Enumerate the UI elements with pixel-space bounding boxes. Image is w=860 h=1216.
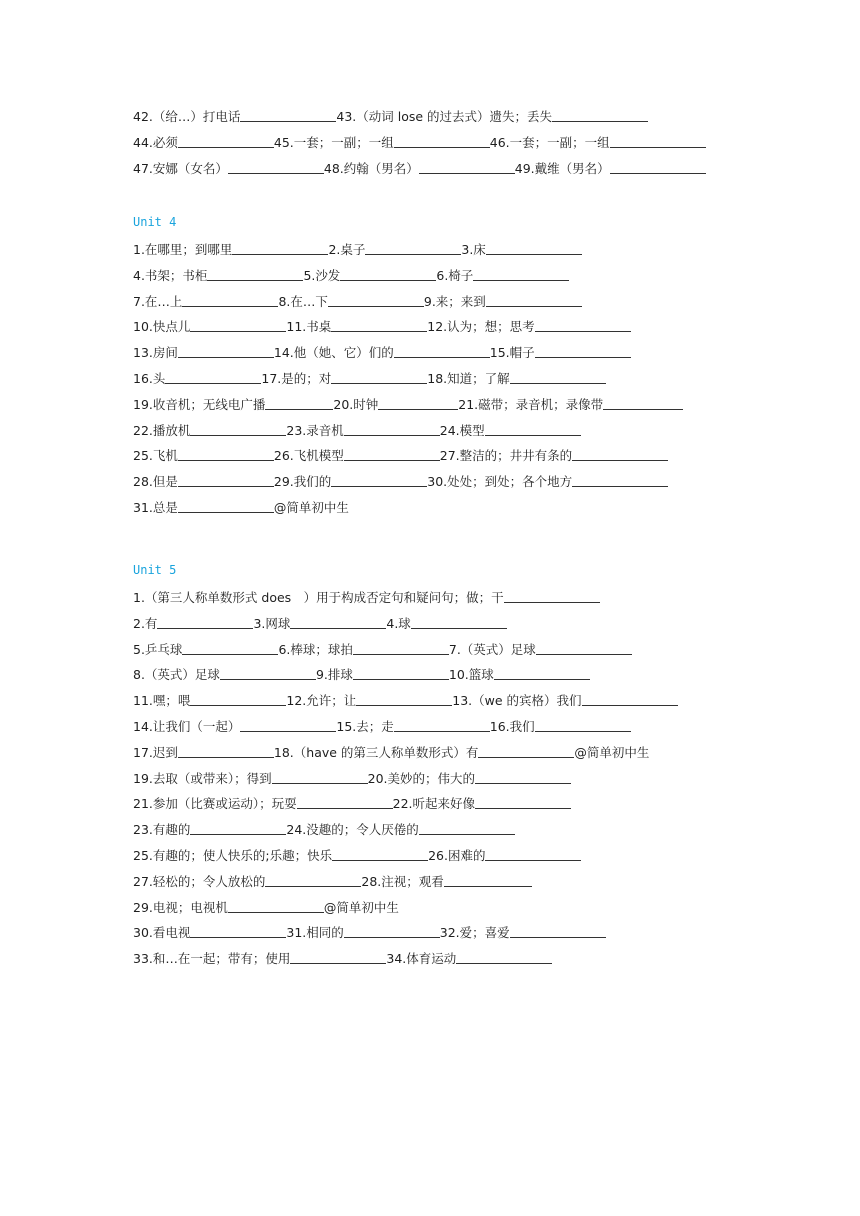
vocab-item: 5.乒乓球: [133, 641, 183, 657]
vocab-item: 20.时钟: [333, 396, 379, 412]
vocab-item: 4.书架；书柜: [133, 267, 208, 283]
vocab-item: 18.（have 的第三人称单数形式）有: [273, 744, 479, 760]
vocab-item: 20.美妙的；伟大的: [367, 770, 476, 786]
vocab-item: 32.爱；喜爱: [439, 925, 510, 941]
watermark-text: @简单初中生: [574, 744, 650, 760]
vocab-item: 25.飞机: [133, 448, 178, 464]
prev-unit-vocab-list: [133, 104, 833, 181]
answer-blank[interactable]: [207, 266, 303, 281]
vocab-line: [133, 104, 833, 130]
vocab-item: 9.来；来到: [423, 293, 486, 309]
vocab-item: 13.（we 的宾格）我们: [452, 693, 582, 709]
vocab-item: 3.网球: [253, 615, 291, 631]
answer-blank[interactable]: [344, 923, 440, 938]
answer-blank[interactable]: [419, 159, 515, 174]
answer-blank[interactable]: [290, 949, 386, 964]
vocab-line: [133, 714, 833, 740]
watermark-text: @简单初中生: [273, 499, 349, 515]
vocab-line: [133, 637, 833, 663]
answer-blank[interactable]: [331, 317, 427, 332]
vocab-item: 48.约翰（男名）: [323, 160, 419, 176]
answer-blank[interactable]: [232, 240, 328, 255]
answer-blank[interactable]: [378, 395, 458, 410]
answer-blank[interactable]: [552, 107, 648, 122]
answer-blank[interactable]: [190, 691, 286, 706]
vocab-item: 14.让我们（一起）: [133, 718, 241, 734]
answer-blank[interactable]: [228, 159, 324, 174]
vocab-item: 10.快点儿: [133, 319, 191, 335]
answer-blank[interactable]: [290, 614, 386, 629]
answer-blank[interactable]: [165, 369, 261, 384]
answer-blank[interactable]: [297, 794, 393, 809]
answer-blank[interactable]: [475, 769, 571, 784]
vocab-item: 42.（给…）打电话: [133, 109, 241, 124]
vocab-item: 17.是的；对: [261, 370, 332, 386]
vocab-item: 26.飞机模型: [273, 448, 344, 464]
vocab-line: [133, 237, 833, 263]
vocab-item: 24.没趣的；令人厌倦的: [286, 822, 419, 838]
vocab-item: 12.认为；想；思考: [427, 319, 535, 335]
answer-blank[interactable]: [535, 317, 631, 332]
vocab-line: [133, 869, 833, 895]
answer-blank[interactable]: [494, 665, 590, 680]
vocab-item: 6.椅子: [436, 267, 474, 283]
answer-blank[interactable]: [353, 665, 449, 680]
vocab-line: [133, 766, 833, 792]
vocab-item: 33.和…在一起；带有；使用: [133, 951, 291, 967]
vocab-item: 16.我们: [489, 718, 535, 734]
answer-blank[interactable]: [332, 846, 428, 861]
answer-blank[interactable]: [178, 133, 274, 148]
answer-blank[interactable]: [190, 317, 286, 332]
vocab-line: [133, 340, 833, 366]
answer-blank[interactable]: [272, 769, 368, 784]
vocab-item: 17.迟到: [133, 744, 178, 760]
vocab-item: 47.安娜（女名）: [133, 160, 228, 176]
vocab-line: [133, 585, 833, 611]
vocab-item: 26.困难的: [428, 847, 486, 863]
answer-blank[interactable]: [444, 872, 532, 887]
vocab-item: 30.看电视: [133, 925, 191, 941]
vocab-item: 44.必须: [133, 134, 178, 150]
unit-4-vocab-list: [133, 237, 833, 521]
answer-blank[interactable]: [344, 446, 440, 461]
answer-blank[interactable]: [265, 395, 333, 410]
vocab-item: 22.播放机: [133, 422, 191, 438]
answer-blank[interactable]: [419, 820, 515, 835]
answer-blank[interactable]: [190, 421, 286, 436]
vocab-item: 21.磁带；录音机；录像带: [458, 396, 604, 412]
vocab-item: 18.知道；了解: [427, 370, 510, 386]
vocab-item: 14.他（她、它）们的: [273, 345, 394, 361]
answer-blank[interactable]: [182, 292, 278, 307]
vocab-item: 28.但是: [133, 474, 178, 490]
answer-blank[interactable]: [394, 133, 490, 148]
answer-blank[interactable]: [572, 446, 668, 461]
vocab-item: 31.总是: [133, 499, 178, 515]
vocab-item: 5.沙发: [303, 267, 341, 283]
answer-blank[interactable]: [473, 266, 569, 281]
answer-blank[interactable]: [582, 691, 678, 706]
answer-blank[interactable]: [178, 743, 274, 758]
answer-blank[interactable]: [356, 691, 452, 706]
vocab-item: 31.相同的: [286, 925, 344, 941]
vocab-line: [133, 843, 833, 869]
vocab-line: [133, 263, 833, 289]
vocab-line: [133, 662, 833, 688]
vocab-item: 15.去；走: [336, 718, 394, 734]
vocab-item: 13.房间: [133, 345, 178, 361]
answer-blank[interactable]: [265, 872, 361, 887]
answer-blank[interactable]: [536, 640, 632, 655]
vocab-item: 7.（英式）足球: [448, 641, 536, 657]
answer-blank[interactable]: [535, 343, 631, 358]
vocab-item: 4.球: [386, 615, 411, 631]
vocab-item: 43.（动词 lose 的过去式）遗失；丢失: [336, 109, 553, 124]
vocab-item: 6.棒球；球拍: [278, 641, 353, 657]
vocab-item: 27.轻松的；令人放松的: [133, 873, 266, 889]
vocab-line: [133, 289, 833, 315]
answer-blank[interactable]: [228, 898, 324, 913]
vocab-line: [133, 895, 833, 921]
vocab-item: 2.桌子: [328, 242, 366, 257]
answer-blank[interactable]: [394, 717, 490, 732]
vocab-line: [133, 443, 833, 469]
vocab-line: [133, 392, 833, 418]
vocab-item: 30.处处；到处；各个地方: [427, 474, 573, 490]
answer-blank[interactable]: [475, 794, 571, 809]
answer-blank[interactable]: [504, 588, 600, 603]
answer-blank[interactable]: [190, 820, 286, 835]
answer-blank[interactable]: [510, 923, 606, 938]
vocab-line: [133, 740, 833, 766]
answer-blank[interactable]: [178, 472, 274, 487]
vocab-item: 34.体育运动: [386, 951, 457, 967]
vocab-item: 23.录音机: [286, 422, 344, 438]
vocab-item: 22.听起来好像: [392, 796, 476, 812]
vocab-line: [133, 469, 833, 495]
unit-5-vocab-list: [133, 585, 833, 972]
vocab-line: [133, 366, 833, 392]
answer-blank[interactable]: [190, 923, 286, 938]
answer-blank[interactable]: [485, 846, 581, 861]
answer-blank[interactable]: [572, 472, 668, 487]
vocab-item: 1.（第三人称单数形式 does ）用于构成否定句和疑问句；做；干: [133, 590, 504, 605]
vocab-item: 15.帽子: [489, 345, 535, 361]
answer-blank[interactable]: [182, 640, 278, 655]
vocab-item: 46.一套；一副；一组: [489, 134, 610, 150]
vocab-item: 11.书桌: [286, 319, 332, 335]
vocab-item: 29.我们的: [273, 474, 332, 490]
answer-blank[interactable]: [365, 240, 461, 255]
vocab-item: 28.注视；观看: [361, 873, 444, 889]
answer-blank[interactable]: [610, 133, 706, 148]
vocab-line: [133, 156, 833, 182]
answer-blank[interactable]: [394, 343, 490, 358]
answer-blank[interactable]: [220, 665, 316, 680]
answer-blank[interactable]: [486, 292, 582, 307]
vocab-item: 49.戴维（男名）: [514, 160, 610, 176]
answer-blank[interactable]: [178, 343, 274, 358]
answer-blank[interactable]: [411, 614, 507, 629]
answer-blank[interactable]: [535, 717, 631, 732]
vocab-item: 29.电视；电视机: [133, 899, 228, 915]
vocab-line: [133, 611, 833, 637]
answer-blank[interactable]: [178, 498, 274, 513]
answer-blank[interactable]: [157, 614, 253, 629]
vocab-line: [133, 920, 833, 946]
vocab-item: 23.有趣的: [133, 822, 191, 838]
answer-blank[interactable]: [353, 640, 449, 655]
vocab-item: 12.允许；让: [286, 693, 357, 709]
answer-blank[interactable]: [603, 395, 683, 410]
vocab-line: [133, 817, 833, 843]
answer-blank[interactable]: [240, 107, 336, 122]
vocab-item: 24.模型: [439, 422, 485, 438]
vocab-line: [133, 130, 833, 156]
answer-blank[interactable]: [610, 159, 706, 174]
vocab-line: [133, 418, 833, 444]
unit-5-heading: Unit 5: [133, 563, 177, 577]
unit-4-heading: Unit 4: [133, 215, 177, 229]
vocab-item: 1.在哪里；到哪里: [133, 242, 233, 257]
vocab-line: [133, 688, 833, 714]
vocab-line: [133, 314, 833, 340]
answer-blank[interactable]: [328, 292, 424, 307]
vocab-item: 27.整洁的；井井有条的: [439, 448, 573, 464]
vocab-item: 19.去取（或带来）；得到: [133, 770, 272, 786]
answer-blank[interactable]: [478, 743, 574, 758]
answer-blank[interactable]: [456, 949, 552, 964]
answer-blank[interactable]: [331, 472, 427, 487]
vocab-line: [133, 791, 833, 817]
answer-blank[interactable]: [485, 421, 581, 436]
vocab-item: 21.参加（比赛或运动）；玩耍: [133, 796, 297, 812]
vocab-item: 45.一套；一副；一组: [273, 134, 394, 150]
vocab-item: 2.有: [133, 615, 158, 631]
vocab-item: 10.篮球: [448, 667, 494, 683]
watermark-text: @简单初中生: [323, 899, 399, 915]
vocab-item: 11.嘿；喂: [133, 693, 191, 709]
vocab-item: 8.在…下: [278, 293, 328, 309]
vocab-item: 7.在…上: [133, 293, 183, 309]
answer-blank[interactable]: [344, 421, 440, 436]
answer-blank[interactable]: [510, 369, 606, 384]
vocab-item: 19.收音机；无线电广播: [133, 396, 266, 412]
vocab-item: 8.（英式）足球: [133, 667, 220, 683]
vocab-line: [133, 946, 833, 972]
vocab-line: [133, 495, 833, 521]
vocab-item: 3.床: [461, 242, 486, 257]
answer-blank[interactable]: [340, 266, 436, 281]
vocab-item: 9.排球: [315, 667, 353, 683]
vocab-item: 16.头: [133, 370, 166, 386]
vocab-item: 25.有趣的；使人快乐的;乐趣；快乐: [133, 847, 333, 863]
answer-blank[interactable]: [240, 717, 336, 732]
answer-blank[interactable]: [486, 240, 582, 255]
answer-blank[interactable]: [178, 446, 274, 461]
answer-blank[interactable]: [331, 369, 427, 384]
